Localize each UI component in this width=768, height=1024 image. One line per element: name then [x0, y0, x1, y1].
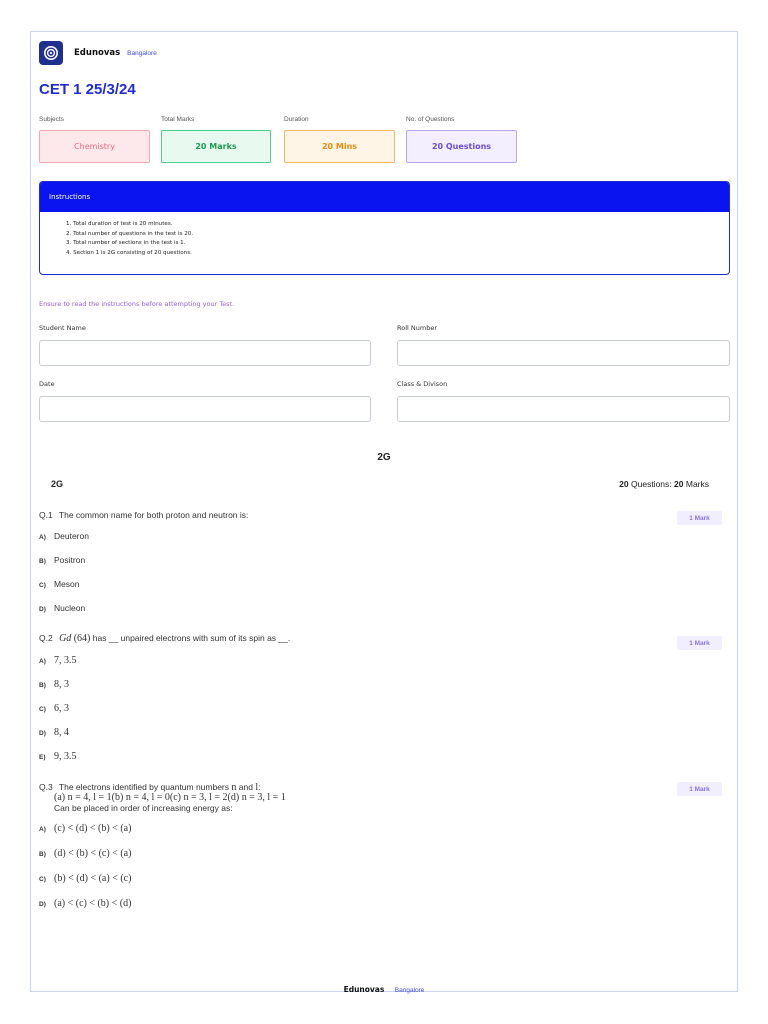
page-footer [31, 979, 737, 997]
test-title: CET 1 25/3/24 [39, 81, 136, 98]
roll-number-field[interactable] [397, 340, 730, 366]
option-letter: B) [39, 682, 46, 689]
questions-label: No. of Questions [406, 116, 455, 123]
answer-option[interactable] [39, 727, 69, 738]
answer-option[interactable] [39, 679, 69, 690]
brand-city: Bangalore [127, 49, 157, 57]
subjects-label: Subjects [39, 116, 64, 123]
footer-brand-city: Bangalore [394, 987, 425, 994]
section-marks-count: 20 [674, 479, 684, 489]
option-letter: D) [39, 730, 46, 737]
date-label: Date [39, 380, 55, 388]
option-letter: D) [39, 606, 46, 613]
question-body: and [238, 782, 253, 792]
math-symbol: l [255, 782, 259, 793]
brand-name: Edunovas [74, 48, 121, 58]
questions-count-box: 20 Questions [406, 130, 517, 163]
section-name: 2G [51, 479, 64, 489]
option-text: 7, 3.5 [54, 655, 77, 666]
date-field[interactable] [39, 396, 371, 422]
answer-option[interactable] [39, 703, 69, 714]
option-text: (b) < (d) < (a) < (c) [54, 873, 132, 884]
instructions-panel [39, 181, 730, 275]
brand-header [39, 41, 157, 65]
option-text: (d) < (b) < (c) < (a) [54, 848, 132, 859]
instruction-item: 3. Total number of sections in the test is 1. [66, 240, 186, 246]
option-text: 9, 3.5 [54, 751, 77, 762]
test-paper-page [30, 31, 738, 992]
edunovas-logo-icon [39, 41, 63, 65]
answer-option[interactable] [39, 579, 80, 589]
option-text: (c) < (d) < (b) < (a) [54, 823, 132, 834]
option-text: 8, 4 [54, 727, 69, 738]
question-marks-badge: 1 Mark [677, 636, 722, 650]
math-symbol: Gd [59, 633, 72, 644]
meta-labels [39, 116, 639, 126]
instruction-item: 2. Total number of questions in the test is 20. [66, 230, 194, 237]
answer-option[interactable] [39, 531, 89, 541]
class-division-field[interactable] [397, 396, 730, 422]
option-letter: C) [39, 706, 46, 713]
option-text: Deuteron [54, 531, 89, 541]
question-text [39, 510, 248, 520]
instruction-item: 1. Total duration of test is 20 minutes. [66, 221, 173, 227]
question-text [39, 782, 286, 813]
duration-label: Duration [284, 116, 309, 123]
option-text: Positron [54, 555, 86, 565]
option-letter: A) [39, 534, 46, 541]
question-math-line: (a) n = 4, l = 1(b) n = 4, l = 0(c) n = 3, l = 2(d) n = 3, l = 1 [54, 792, 286, 803]
answer-option[interactable] [39, 603, 85, 613]
footer-brand-name: Edunovas [343, 985, 385, 994]
roll-number-label: Roll Number [397, 324, 437, 332]
question-number: Q.2 [39, 633, 53, 643]
answer-option[interactable] [39, 873, 131, 884]
question-marks-badge: 1 Mark [677, 511, 722, 525]
subject-box: Chemistry [39, 130, 150, 163]
option-letter: C) [39, 582, 46, 589]
instructions-list [40, 212, 729, 258]
option-letter: B) [39, 558, 46, 565]
answer-option[interactable] [39, 823, 131, 834]
section-questions-word: Questions: [631, 479, 672, 489]
question-line: Can be placed in order of increasing energy as: [54, 803, 233, 813]
answer-option[interactable] [39, 898, 131, 909]
instructions-heading: Instructions [40, 182, 729, 212]
meta-boxes [39, 130, 639, 164]
question-body: has __ unpaired electrons with sum of its spin as __. [92, 633, 291, 643]
option-letter: A) [39, 658, 46, 665]
option-text: Nucleon [54, 603, 86, 613]
answer-option[interactable] [39, 751, 77, 762]
student-name-label: Student Name [39, 324, 86, 332]
ensure-notice: Ensure to read the instructions before attempting your Test. [39, 300, 235, 308]
answer-option[interactable] [39, 655, 77, 666]
answer-option[interactable] [39, 848, 131, 859]
option-letter: B) [39, 851, 46, 858]
option-text: 8, 3 [54, 679, 69, 690]
class-division-label: Class & Divison [397, 380, 448, 388]
total-marks-label: Total Marks [161, 116, 195, 123]
instruction-item: 4. Section 1 is 2G consisting of 20 questions. [66, 249, 192, 256]
option-letter: D) [39, 901, 46, 908]
option-letter: E) [39, 754, 46, 761]
question-marks-badge: 1 Mark [677, 782, 722, 796]
total-marks-box: 20 Marks [161, 130, 271, 163]
option-letter: A) [39, 826, 46, 833]
math-symbol: n [231, 782, 237, 793]
option-text: Meson [54, 579, 80, 589]
section-title: 2G [377, 452, 391, 463]
section-question-count: 20 [619, 479, 629, 489]
student-name-field[interactable] [39, 340, 371, 366]
question-body: The electrons identified by quantum numbers [58, 782, 230, 792]
question-number: Q.3 [39, 782, 53, 792]
section-marks-word: Marks [685, 479, 709, 489]
duration-box: 20 Mins [284, 130, 395, 163]
option-text: 6, 3 [54, 703, 69, 714]
option-text: (a) < (c) < (b) < (d) [54, 898, 132, 909]
question-body: The common name for both proton and neutron is: [58, 510, 249, 520]
question-number: Q.1 [39, 510, 53, 520]
option-letter: C) [39, 876, 46, 883]
section-summary [619, 479, 709, 489]
answer-option[interactable] [39, 555, 85, 565]
question-body: : [258, 782, 261, 792]
question-text [39, 633, 290, 644]
math-value: (64) [73, 633, 91, 644]
